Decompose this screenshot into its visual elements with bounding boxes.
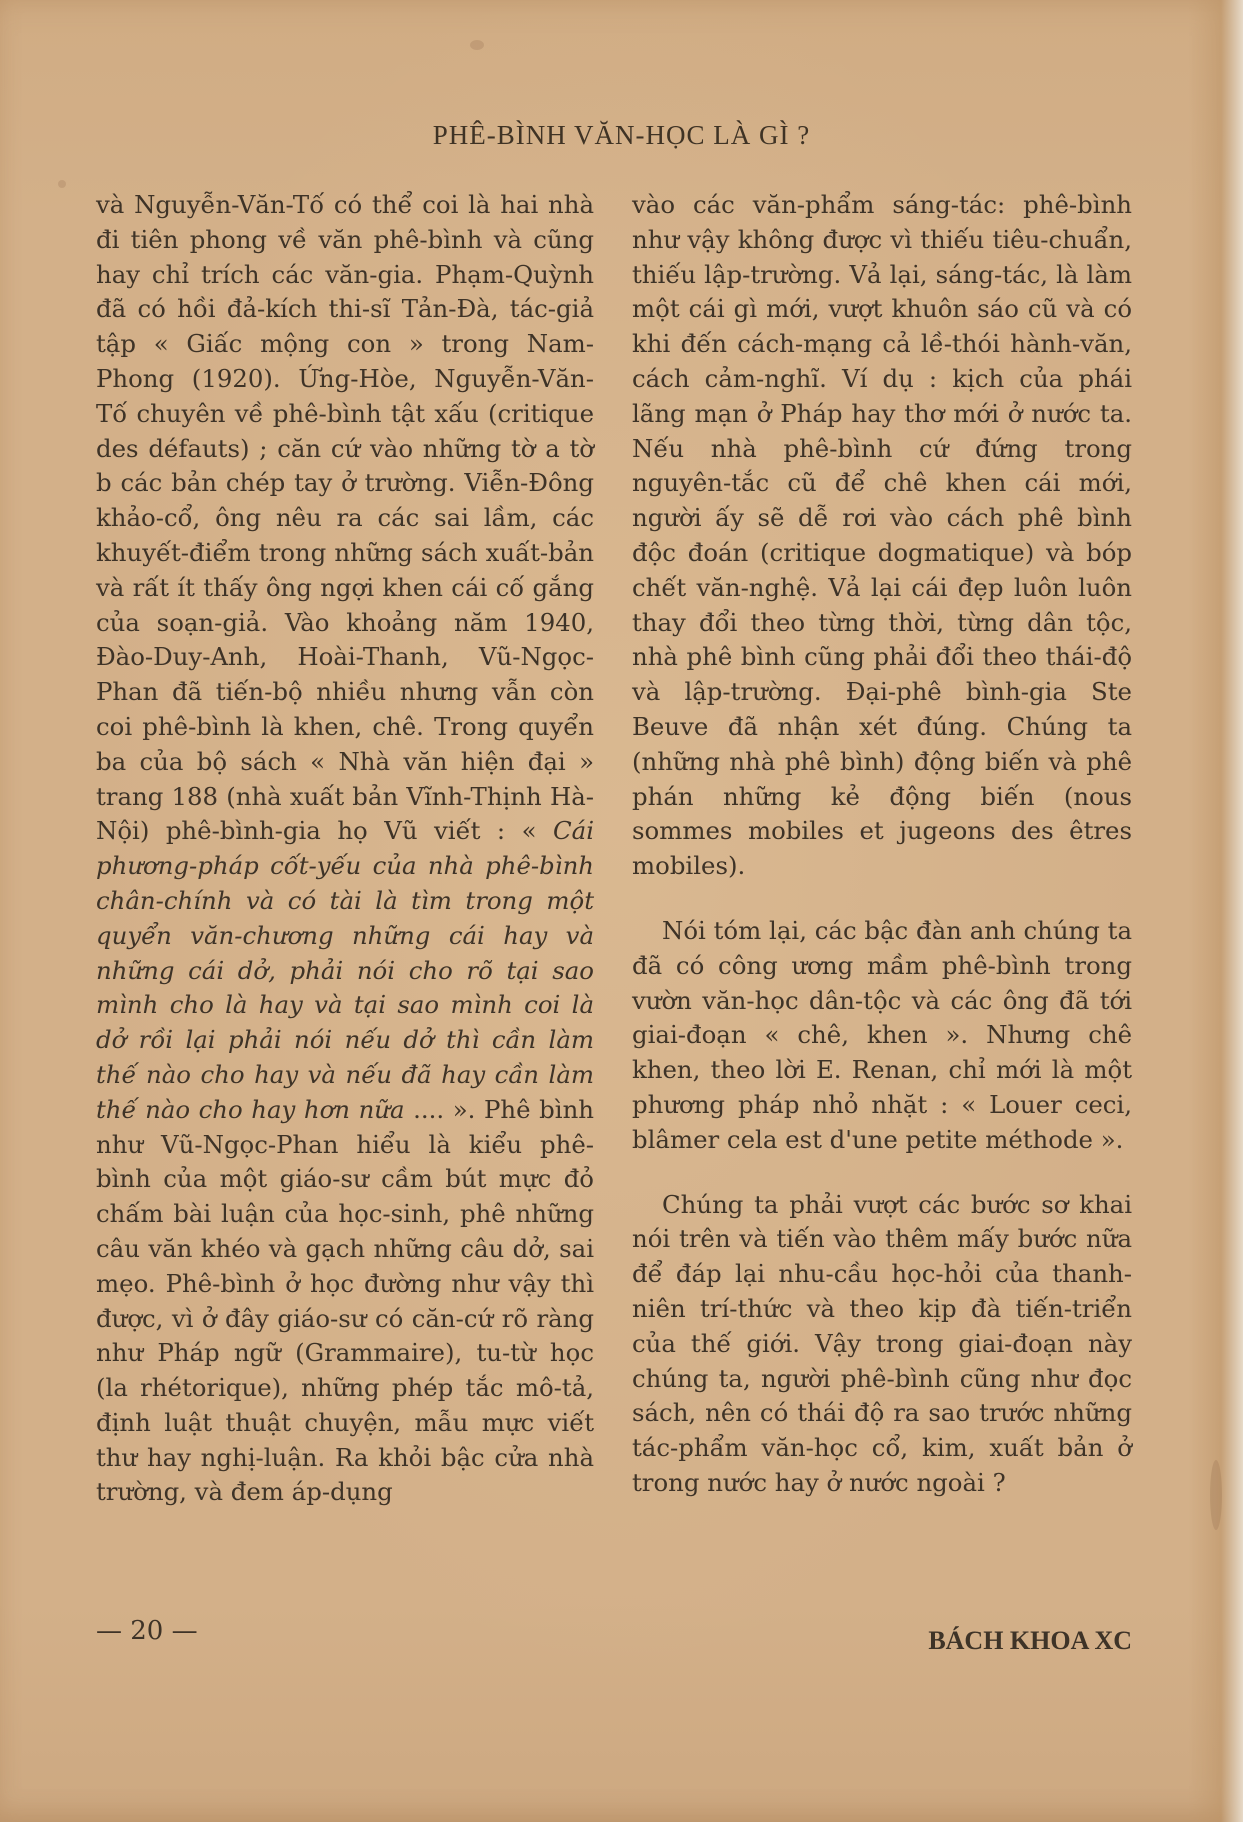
stain [58,180,66,188]
left-column [96,188,594,1510]
stain [470,40,484,50]
paragraph: Chúng ta phải vượt các bước sơ khai nói trên và tiến vào thêm mấy bước nữa để đáp lại nhu-cầu học-hỏi của thanh-niên trí-thức và theo kịp đà tiến-triển của thế giới. Vậy trong giai-đoạn này chúng ta, người phê-bình cũng như đọc sách, nên có thái độ ra sao trước những tác-phẩm văn-học cổ, kim, xuất bản ở trong nước hay ở nước ngoài ? [632,1189,1132,1497]
paragraph: Nói tóm lại, các bậc đàn anh chúng ta đã có công ương mầm phê-bình trong vườn văn-học dân-tộc và các ông đã tới giai-đoạn « chê, khen ». Nhưng chê khen, theo lời E. Renan, chỉ mới là một phương pháp nhỏ nhặt : « Louer ceci, blâmer cela est d'une petite méthode ». [632,915,1132,1154]
paragraph: vào các văn-phẩm sáng-tác: phê-bình như vậy không được vì thiếu tiêu-chuẩn, thiếu lập-trường. Vả lại, sáng-tác, là làm một cái gì mới, vượt khuôn sáo cũ và có khi đến cách-mạng cả lề-thói hành-văn, cách cảm-nghĩ. Ví dụ : kịch của phái lãng mạn ở Pháp hay thơ mới ở nước ta. Nếu nhà phê-bình cứ đứng trong nguyên-tắc cũ để chê khen cái mới, người ấy sẽ dễ rơi vào cách phê bình độc đoán (critique dogmatique) và bóp chết văn-nghệ. Vả lại cái đẹp luôn luôn thay đổi theo từng thời, từng dân tộc, nhà phê bình cũng phải đổi theo thái-độ và lập-trường. Đại-phê bình-gia Ste Beuve đã nhận xét đúng. Chúng ta (những nhà phê bình) động biến và phê phán những kẻ động biến (nous sommes mobiles et jugeons des êtres mobiles). [632,190,1132,881]
paragraph [96,188,594,1510]
paragraph-text: và Nguyễn-Văn-Tố có thể coi là hai nhà đi tiên phong về văn phê-bình và cũng hay chỉ trích các văn-gia. Phạm-Quỳnh đã có hồi đả-kích thi-sĩ Tản-Đà, tác-giả tập « Giấc mộng con » trong Nam-Phong (1920). Ứng-Hòe, Nguyễn-Văn-Tố chuyên về phê-bình tật xấu (critique des défauts) ; căn cứ vào những tờ a tờ b các bản chép tay ở trường. Viễn-Đông khảo-cổ, ông nêu ra các sai lầm, các khuyết-điểm trong những sách xuất-bản và rất ít thấy ông ngợi khen cái cố gắng của soạn-giả. Vào khoảng năm 1940, Đào-Duy-Anh, Hoài-Thanh, Vũ-Ngọc-Phan đã tiến-bộ nhiều nhưng vẫn còn coi phê-bình là khen, chê. Trong quyển ba của bộ sách « Nhà văn hiện đại » trang 188 (nhà xuất bản Vĩnh-Thịnh Hà-Nội) phê-bình-gia họ Vũ viết : « [96,190,594,846]
stain [1210,1460,1222,1530]
running-header: PHÊ-BÌNH VĂN-HỌC LÀ GÌ ? [432,120,811,150]
page-number: — 20 — [96,1616,198,1646]
publication-footer: BÁCH KHOA XC [928,1626,1132,1655]
paragraph-text: .... ». Phê bình như Vũ-Ngọc-Phan hiểu là kiểu phê-bình của một giáo-sư cầm bút mực đỏ chấm bài luận của học-sinh, phê những câu văn khéo và gạch những câu dở, sai mẹo. Phê-bình ở học đường như vậy thì được, vì ở đây giáo-sư có căn-cứ rõ ràng như Pháp ngữ (Grammaire), tu-từ học (la rhétorique), những phép tắc mô-tả, định luật thuật chuyện, mẫu mực viết thư hay nghị-luận. Ra khỏi bậc cửa nhà trường, và đem áp-dụng [96,1094,595,1507]
torn-edge [1188,0,1243,1822]
right-column [632,188,1132,1501]
quote-italic: Cái phương-pháp cốt-yếu của nhà phê-bình chân-chính và có tài là tìm trong một quyển văn-chương những cái hay và những cái dở, phải nói cho rõ tại sao mình cho là hay và tại sao mình coi là dở rồi lại phải nói nếu dở thì cần làm thế nào cho hay và nếu đã hay cần làm thế nào cho hay hơn nữa [96,816,594,1124]
